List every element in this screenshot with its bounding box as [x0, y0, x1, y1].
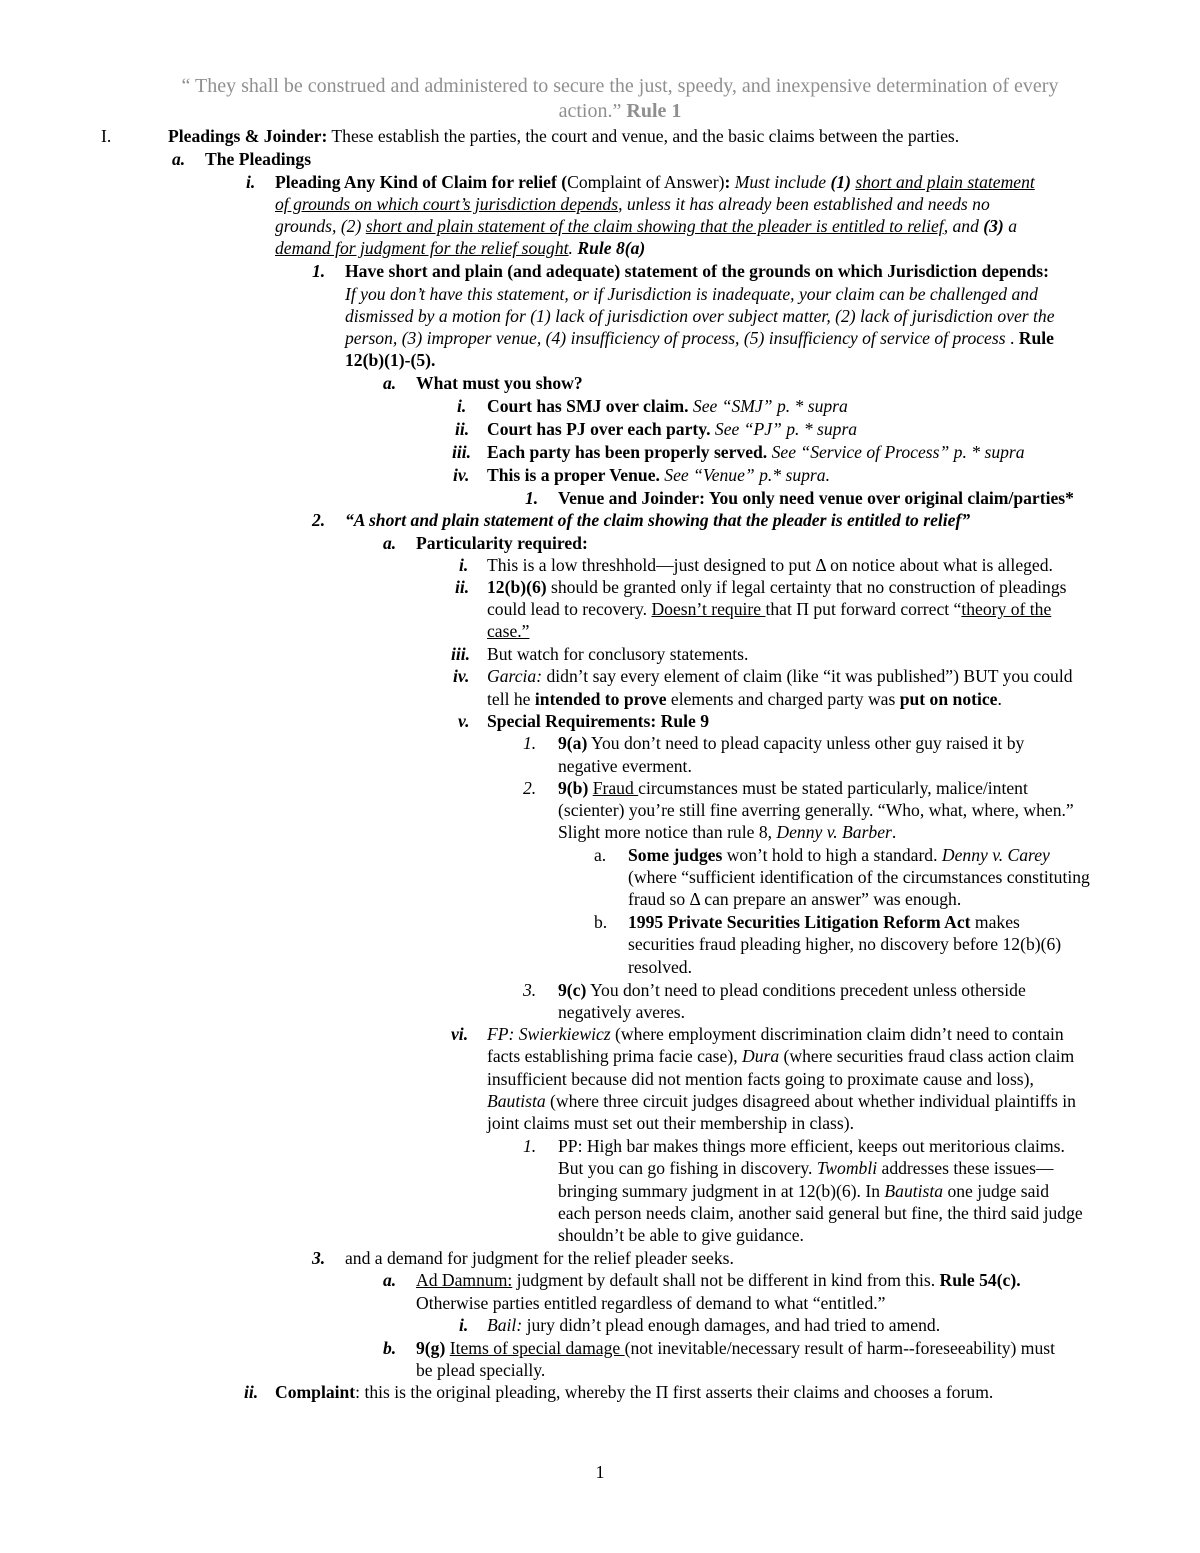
- fp-line-5: joint claims must set out their membership in class).: [487, 1113, 854, 1133]
- heading-the-pleadings: The Pleadings: [205, 149, 312, 169]
- rule-9b-line-1: 9(b) Fraud circumstances must be stated particularly, malice/intent: [558, 778, 1028, 798]
- show-item-service: Each party has been properly served. See “Service of Process” p. * supra: [487, 442, 1025, 462]
- jurisdiction-text-line-1: If you don’t have this statement, or if Jurisdiction is inadequate, your claim can be challenged and: [345, 284, 1038, 304]
- outline-marker-show-iii: iii.: [452, 442, 472, 462]
- rule-9b-b-line-2: securities fraud pleading higher, no discovery before 12(b)(6): [628, 934, 1062, 954]
- fp-line-3: insufficient because did not mention facts going to proximate cause and loss),: [487, 1069, 1034, 1089]
- header-quote-line-1: “ They shall be construed and administered to secure the just, speedy, and inexpensive determination of every: [181, 75, 1059, 97]
- outline-marker-show-iv: iv.: [453, 465, 470, 485]
- pp-line-4: each person needs claim, another said general but fine, the third said judge: [558, 1203, 1083, 1223]
- what-must-you-show: What must you show?: [416, 373, 583, 393]
- fp-line-1: FP: Swierkiewicz (where employment discrimination claim didn’t need to contain: [487, 1024, 1064, 1044]
- outline-marker-a-i: i.: [246, 172, 256, 192]
- short-plain-claim-heading: “A short and plain statement of the claim showing that the pleader is entitled to relief”: [345, 510, 971, 530]
- particularity-iv-line-1: Garcia: didn’t say every element of claim (like “it was published”) BUT you could: [487, 666, 1073, 686]
- particularity-required: Particularity required:: [416, 533, 588, 553]
- outline-marker-part-i: i.: [459, 555, 469, 575]
- outline-marker-show-ii: ii.: [455, 419, 470, 439]
- rule-9b-line-2: (scienter) you’re still fine averring generally. “Who, what, where, when.”: [558, 800, 1074, 820]
- page-number: 1: [595, 1462, 605, 1482]
- outline-marker-a: a.: [172, 149, 186, 169]
- pleading-claim-line-3: grounds, (2) short and plain statement of the claim showing that the pleader is entitled to relief, and (3) a: [275, 216, 1017, 236]
- rule-9c-line-2: negatively averes.: [558, 1002, 686, 1022]
- particularity-ii-line-2: could lead to recovery. Doesn’t require that Π put forward correct “theory of the: [487, 599, 1052, 619]
- special-damage-line-1: 9(g) Items of special damage (not inevitable/necessary result of harm--foreseeability) must: [416, 1338, 1056, 1358]
- outline-marker-3: 3.: [312, 1248, 326, 1268]
- show-item-pj: Court has PJ over each party. See “PJ” p. * supra: [487, 419, 858, 439]
- outline-marker-3-a: a.: [383, 1270, 397, 1290]
- rule-9c-line-1: 9(c) You don’t need to plead conditions precedent unless otherside: [558, 980, 1026, 1000]
- rule-9b-a-line-2: (where “sufficient identification of the circumstances constituting: [628, 867, 1090, 887]
- venue-joinder-note: Venue and Joinder: You only need venue over original claim/parties*: [558, 488, 1074, 508]
- rule-9b-a-line-1: Some judges won’t hold to high a standard. Denny v. Carey: [628, 845, 1050, 865]
- special-requirements-heading: Special Requirements: Rule 9: [487, 711, 710, 731]
- outline-marker-I: I.: [101, 126, 112, 146]
- show-item-venue: This is a proper Venue. See “Venue” p.* supra.: [487, 465, 830, 485]
- particularity-iii: But watch for conclusory statements.: [487, 644, 749, 664]
- fp-line-4: Bautista (where three circuit judges disagreed about whether individual plaintiffs in: [487, 1091, 1076, 1111]
- outline-marker-part-iii: iii.: [451, 644, 471, 664]
- bail-note: Bail: jury didn’t plead enough damages, and had tried to amend.: [487, 1315, 941, 1335]
- outline-marker-9b-b: b.: [594, 912, 608, 932]
- particularity-ii-line-1: 12(b)(6) should be granted only if legal certainty that no construction of pleadings: [487, 577, 1067, 597]
- outline-marker-show-i: i.: [457, 396, 467, 416]
- pp-line-1: PP: High bar makes things more efficient, keeps out meritorious claims.: [558, 1136, 1065, 1156]
- outline-marker-venue-1: 1.: [525, 488, 539, 508]
- outline-marker-3-b: b.: [383, 1338, 397, 1358]
- rule-9a-line-2: negative everment.: [558, 756, 692, 776]
- jurisdiction-text-line-2: dismissed by a motion for (1) lack of jurisdiction over subject matter, (2) lack of jurisdiction over the: [345, 306, 1055, 326]
- outline-marker-9b-a: a.: [594, 845, 607, 865]
- outline-marker-1: 1.: [312, 261, 326, 281]
- rule-9b-b-line-1: 1995 Private Securities Litigation Reform Act makes: [628, 912, 1020, 932]
- outline-marker-part-iv: iv.: [453, 666, 470, 686]
- particularity-iv-line-2: tell he intended to prove elements and charged party was put on notice.: [487, 689, 1002, 709]
- header-quote-rule: Rule 1: [626, 100, 682, 122]
- outline-marker-2: 2.: [312, 510, 326, 530]
- pp-line-2: But you can go fishing in discovery. Twombli addresses these issues—: [558, 1158, 1054, 1178]
- outline-marker-part-vi: vi.: [451, 1024, 469, 1044]
- outline-marker-a-ii: ii.: [244, 1382, 259, 1402]
- jurisdiction-rule: 12(b)(1)-(5).: [345, 350, 436, 370]
- pp-line-3: bringing summary judgment in at 12(b)(6). In Bautista one judge said: [558, 1181, 1050, 1201]
- special-damage-line-2: be plead specially.: [416, 1360, 546, 1380]
- outline-marker-1-a: a.: [383, 373, 397, 393]
- ad-damnum-line-1: Ad Damnum: judgment by default shall not be different in kind from this. Rule 54(c).: [416, 1270, 1021, 1290]
- rule-9b-b-line-3: resolved.: [628, 957, 693, 977]
- rule-9b-a-line-3: fraud so Δ can prepare an answer” was enough.: [628, 889, 962, 909]
- header-quote-line-2: action.” Rule 1: [558, 100, 682, 122]
- pleading-claim-line-4: demand for judgment for the relief sought. Rule 8(a): [275, 238, 646, 258]
- rule-9b-line-3: Slight more notice than rule 8, Denny v. Barber.: [558, 822, 897, 842]
- complaint-definition: Complaint: this is the original pleading, whereby the Π first asserts their claims and chooses a forum.: [275, 1382, 994, 1402]
- outline-marker-9b: 2.: [523, 778, 537, 798]
- ad-damnum-line-2: Otherwise parties entitled regardless of demand to what “entitled.”: [416, 1293, 886, 1313]
- outline-marker-9c: 3.: [523, 980, 537, 1000]
- pp-line-5: shouldn’t be able to give guidance.: [558, 1225, 804, 1245]
- demand-for-judgment: and a demand for judgment for the relief pleader seeks.: [345, 1248, 734, 1268]
- outline-marker-2-a: a.: [383, 533, 397, 553]
- rule-9a-line-1: 9(a) You don’t need to plead capacity unless other guy raised it by: [558, 733, 1025, 753]
- heading-pleadings-joinder: Pleadings & Joinder: These establish the parties, the court and venue, and the basic claims between the parties.: [168, 126, 960, 146]
- particularity-ii-line-3: case.”: [487, 621, 530, 641]
- jurisdiction-heading: Have short and plain (and adequate) statement of the grounds on which Jurisdiction depends:: [345, 261, 1050, 281]
- outline-marker-part-ii: ii.: [455, 577, 470, 597]
- show-item-smj: Court has SMJ over claim. See “SMJ” p. * supra: [487, 396, 848, 416]
- outline-marker-pp: 1.: [523, 1136, 537, 1156]
- outline-marker-3-a-i: i.: [459, 1315, 469, 1335]
- jurisdiction-text-line-3: person, (3) improper venue, (4) insufficiency of process, (5) insufficiency of service of process . Rule: [345, 328, 1054, 348]
- pleading-claim-line-2: of grounds on which court’s jurisdiction depends, unless it has already been established and needs no: [275, 194, 990, 214]
- particularity-i: This is a low threshhold—just designed to put Δ on notice about what is alleged.: [487, 555, 1053, 575]
- pleading-claim-line-1: Pleading Any Kind of Claim for relief (Complaint of Answer): Must include (1) short and plain statement: [275, 172, 1035, 192]
- outline-marker-9a: 1.: [523, 733, 537, 753]
- outline-marker-part-v: v.: [458, 711, 470, 731]
- fp-line-2: facts establishing prima facie case), Dura (where securities fraud class action claim: [487, 1046, 1075, 1066]
